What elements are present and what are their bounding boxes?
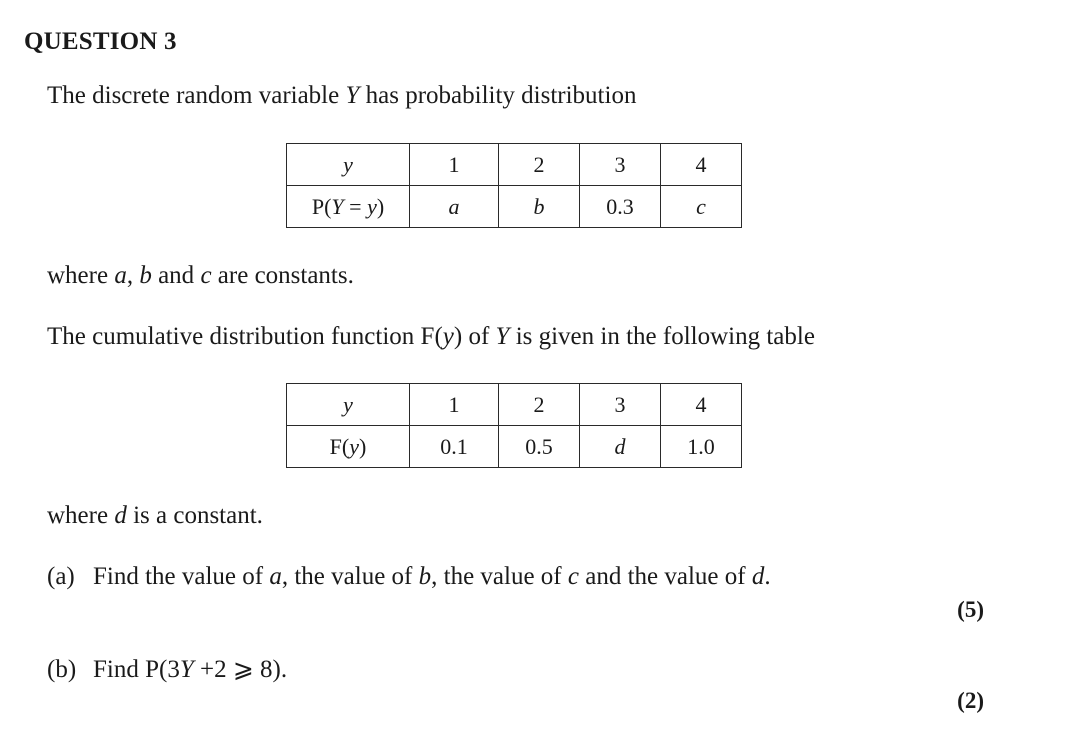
table-cell: 1.0 [661, 426, 742, 468]
text-part: are constants. [211, 262, 354, 289]
table-row [287, 426, 742, 468]
cdf-intro-text [47, 323, 815, 351]
text-part: where [47, 502, 115, 529]
table-header-y: y [287, 144, 410, 186]
text-part: Find the value of [93, 563, 270, 590]
text-part: a [269, 563, 282, 590]
text-part: Y [495, 323, 510, 350]
intro-text [47, 82, 636, 110]
constants-text [47, 262, 354, 290]
text-part: , [126, 262, 140, 289]
table-row [287, 144, 742, 186]
table-cell: c [661, 186, 742, 228]
intro-text-before: The discrete random variable [47, 82, 346, 109]
text-part: y [442, 323, 454, 350]
text-part: . [764, 563, 771, 590]
table-header-cdf [287, 426, 410, 468]
part-b-text [47, 654, 287, 684]
table-cell: 0.3 [580, 186, 661, 228]
table-cell: d [580, 426, 661, 468]
text-part: Find P(3 [93, 656, 180, 683]
table-header-probability [287, 186, 410, 228]
table-cell: 2 [499, 384, 580, 426]
text-part: ) of [453, 323, 496, 350]
header-part: F( [329, 433, 350, 459]
header-part: ) [376, 193, 385, 219]
text-part: b [139, 262, 152, 289]
cumulative-distribution-table [286, 383, 742, 468]
text-part: Y [179, 656, 194, 683]
intro-variable: Y [345, 82, 360, 109]
text-part: , the value of [281, 563, 419, 590]
text-part: The cumulative distribution function F( [47, 323, 443, 350]
part-a-marks: (5) [957, 597, 984, 622]
text-part: c [200, 262, 212, 289]
table-row [287, 384, 742, 426]
intro-text-after: has probability distribution [359, 82, 637, 109]
text-part: c [567, 563, 579, 590]
text-part: d [114, 502, 127, 529]
header-part: y [367, 193, 377, 219]
table-cell: 4 [661, 384, 742, 426]
text-part: is a constant. [126, 502, 263, 529]
text-part: and the value of [579, 563, 752, 590]
text-part: d [751, 563, 765, 590]
text-part: +2 ⩾ 8). [193, 656, 288, 683]
table-cell: 4 [661, 144, 742, 186]
d-constant-text [47, 502, 263, 530]
text-part: is given in the following table [509, 323, 815, 350]
text-part: a [114, 262, 127, 289]
header-part: y [349, 433, 359, 459]
table-header-y: y [287, 384, 410, 426]
table-cell: a [410, 186, 499, 228]
table-cell: 2 [499, 144, 580, 186]
table-cell: 0.5 [499, 426, 580, 468]
part-a-label: (a) [47, 563, 75, 590]
header-part: = [343, 193, 368, 219]
table-cell: b [499, 186, 580, 228]
header-part: P( [311, 193, 332, 219]
header-part: ) [359, 433, 367, 459]
table-cell: 1 [410, 384, 499, 426]
text-part: , the value of [431, 563, 568, 590]
table-cell: 0.1 [410, 426, 499, 468]
part-b-label: (b) [47, 656, 77, 683]
probability-distribution-table [286, 143, 742, 228]
table-row [287, 186, 742, 228]
part-a-text [47, 563, 771, 591]
text-part: and [151, 262, 201, 289]
text-part: b [418, 563, 432, 590]
header-part: Y [331, 193, 344, 219]
table-cell: 1 [410, 144, 499, 186]
part-b-marks: (2) [957, 688, 984, 713]
text-part: where [47, 262, 115, 289]
table-cell: 3 [580, 384, 661, 426]
table-cell: 3 [580, 144, 661, 186]
question-heading: QUESTION 3 [24, 28, 177, 55]
